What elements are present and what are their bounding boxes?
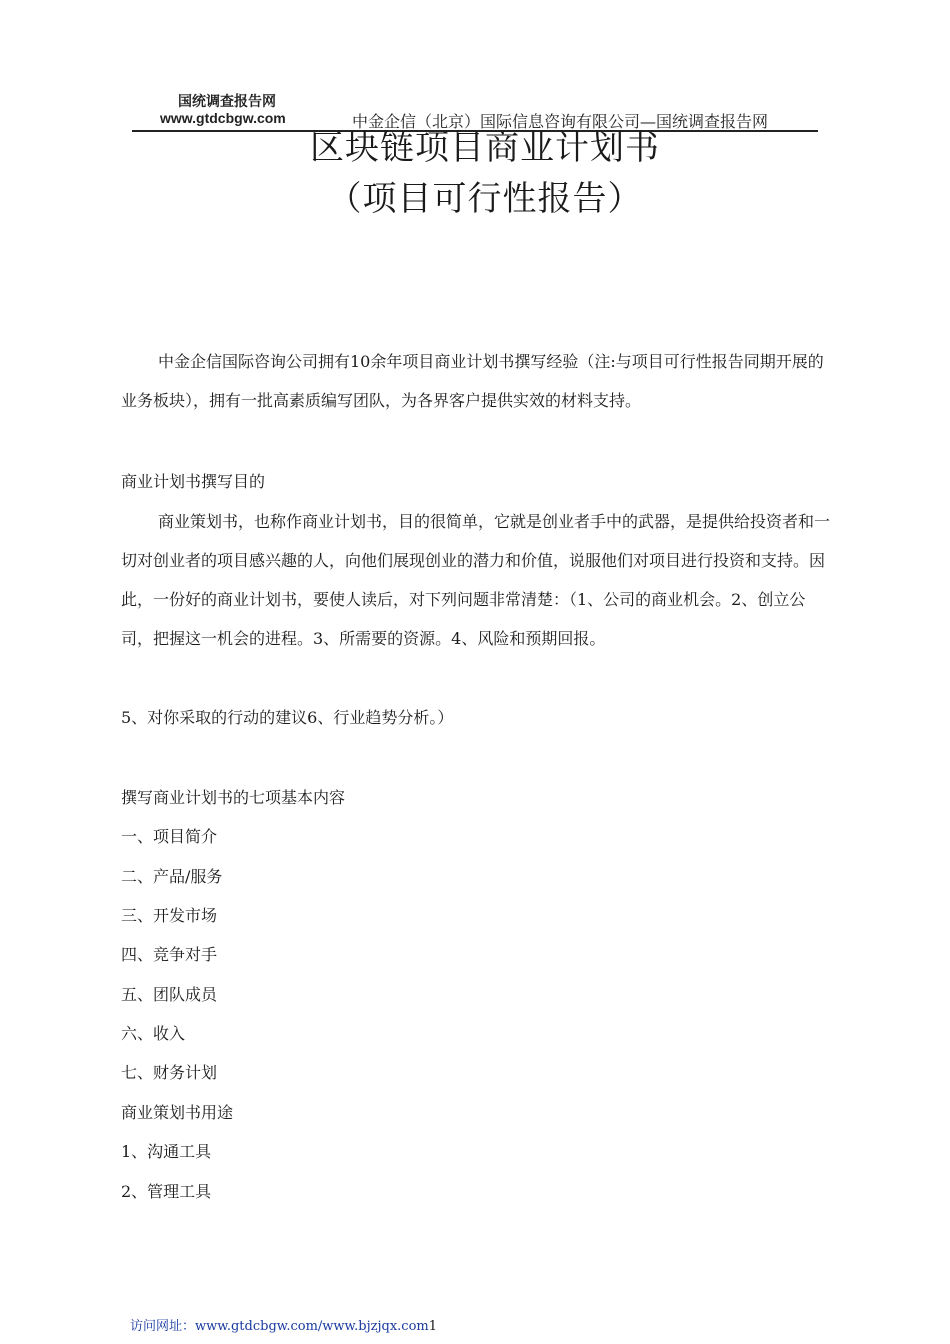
list-item: 六、收入 [121, 1024, 186, 1043]
list-item: 1、沟通工具 [121, 1142, 212, 1161]
doc-subtitle: （项目可行性报告） [327, 179, 643, 219]
intro-paragraph: 中金企信国际咨询公司拥有10余年项目商业计划书撰写经验（注:与项目可行性报告同期开展的业务板块），拥有一批高素质编写团队，为各界客户提供实效的材料支持。 [121, 352, 824, 410]
list-item: 一、项目简介 [121, 827, 218, 846]
purpose-paragraph: 商业策划书，也称作商业计划书，目的很简单，它就是创业者手中的武器，是提供给投资者和一切对创业者的项目感兴趣的人，向他们展现创业的潜力和价值，说服他们对项目进行投资和支持。因此，一份好的商业计划书，要使人读后，对下列问题非常清楚：（1、公司的商业机会。2、创立公司，把握这一机会的进程。3、所需要的资源。4、风险和预期回报。 [121, 512, 831, 648]
logo-cn-text: 国统调查报告网 [178, 94, 276, 110]
uses-heading: 商业策划书用途 [121, 1103, 234, 1122]
logo [160, 94, 300, 126]
list-item: 二、产品/服务 [121, 867, 223, 886]
page-number: 1 [428, 1319, 438, 1334]
purpose-heading: 商业计划书撰写目的 [121, 472, 266, 491]
logo-url-text: www.gtdcbgw.com [160, 110, 286, 126]
purpose-paragraph-tail: 5、对你采取的行动的建议6、行业趋势分析。） [121, 708, 454, 727]
contents-heading: 撰写商业计划书的七项基本内容 [121, 788, 346, 807]
list-item: 2、管理工具 [121, 1182, 212, 1201]
footer-url-link[interactable]: 访问网址：www.gtdcbgw.com/www.bjzjqx.com [130, 1319, 429, 1334]
footer [130, 1318, 437, 1336]
list-item: 三、开发市场 [121, 906, 218, 925]
list-item: 七、财务计划 [121, 1063, 218, 1082]
list-item: 五、团队成员 [121, 985, 218, 1004]
header-company: 中金企信（北京）国际信息咨询有限公司—国统调查报告网 [352, 112, 769, 131]
list-item: 四、竞争对手 [121, 945, 218, 964]
doc-title: 区块链项目商业计划书 [310, 128, 660, 168]
